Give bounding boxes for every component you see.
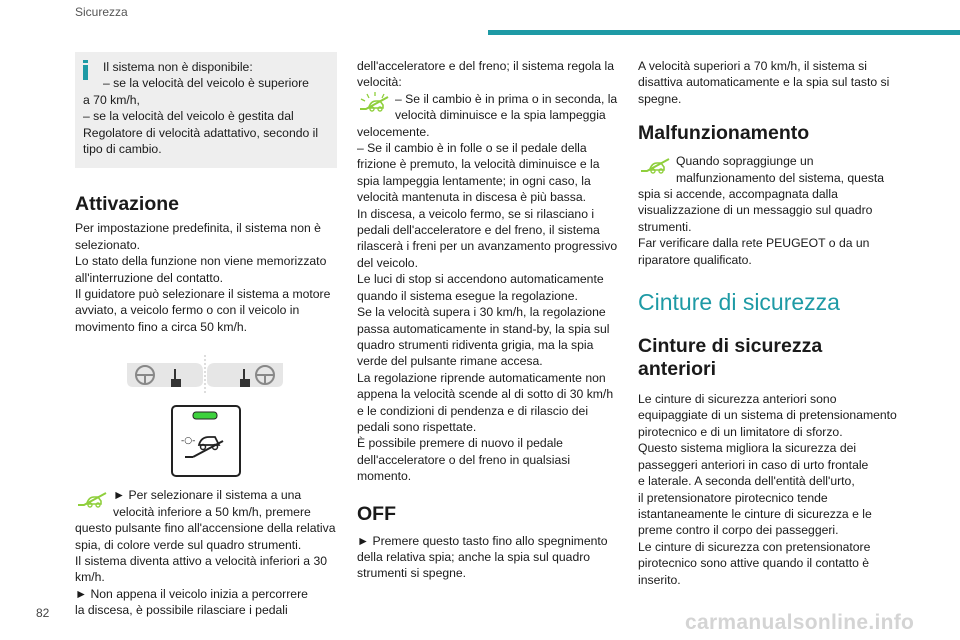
text-line: Il sistema diventa attivo a velocità inferiori a 30 [75,553,327,568]
text-line: appena la velocità scende al di sotto di 30 km/h [357,387,614,402]
text-line: strumenti. [638,219,692,234]
text-line: spegne. [638,91,682,106]
info-icon [83,60,88,80]
text-line: Far verificare dalla rete PEUGEOT o da un [638,236,870,251]
header-accent-bar [488,30,960,35]
cinture-paragraph [638,391,900,588]
tip-block [357,91,621,485]
text-line: La regolazione riprende automaticamente non [357,370,606,385]
text-line: strumenti si spegne. [357,566,467,581]
text-line: velocità: [357,75,402,90]
hill-descent-lamp-icon [75,487,109,513]
text-line: pedali sono rispettate. [357,419,477,434]
text-line: km/h. [75,570,105,585]
heading-malfunzionamento: Malfunzionamento [638,122,810,145]
text-line: spia si accende, accompagnata dalla [638,187,838,202]
text-line: frizione è premuto, la velocità diminuisce e la [357,157,600,172]
text-line: Le cinture di sicurezza con pretensionatore [638,539,871,554]
text-line: malfunzionamento del sistema, questa [676,170,884,185]
info-box [75,52,337,168]
text-line: verde del pulsante rimane accesa. [357,354,543,369]
text-line: all'interruzione del contatto. [75,270,223,285]
info-line: – se la velocità del veicolo è gestita dal [83,109,294,124]
info-line: Regolatore di velocità adattativo, secondo il [83,125,319,140]
text-line: spia, di colore verde sul quadro strumenti. [75,537,302,552]
text-line: il pretensionatore pirotecnico tende [638,490,828,505]
page-number: 82 [36,606,50,620]
text-line: Per impostazione predefinita, il sistema non è [75,221,321,236]
text-line: ► Premere questo tasto fino allo spegnimento [357,533,608,548]
text-line: disattiva automaticamente e la spia sul tasto si [638,75,890,90]
text-line: visualizzazione di un messaggio sul quadro [638,203,873,218]
text-line: riparatore qualificato. [638,252,752,267]
section-title: Cinture di sicurezza [638,289,840,316]
text-line: inserito. [638,572,681,587]
column-2 [357,58,621,582]
text-line: velocità mantenuta in discesa è più bassa. [357,190,586,205]
text-line: Le luci di stop si accendono automaticamente [357,272,604,287]
off-paragraph [357,533,621,582]
attivazione-paragraph [75,220,337,335]
text-line: Questo sistema migliora la sicurezza dei [638,441,857,456]
subheading-line: anteriori [638,358,717,381]
text-line: quando il sistema esegue la regolazione. [357,288,578,303]
heading-attivazione: Attivazione [75,193,180,216]
text-line: avviato, a veicolo fermo o con il veicolo in [75,303,300,318]
text-line: ► Per selezionare il sistema a una [113,488,302,503]
subheading-line: Cinture di sicurezza [638,335,823,358]
hill-descent-lamp-icon [638,153,672,179]
text-line: momento. [357,469,412,484]
info-line: a 70 km/h, [83,92,140,107]
warn-block [638,153,900,268]
svg-text:-○-: -○- [181,436,196,447]
info-line: – se la velocità del veicolo è superiore [103,76,309,91]
text-line: la discesa, è possibile rilasciare i pedali [75,603,288,618]
text-line: – Se il cambio è in prima o in seconda, la [395,91,618,106]
info-line: Il sistema non è disponibile: [103,60,253,74]
text-line: velocità inferiore a 50 km/h, premere [113,504,311,519]
text-line: pedali dell'acceleratore e del freno, il sistema [357,223,600,238]
text-line: e laterale. A seconda dell'entità dell'urto, [638,474,855,489]
hill-descent-lamp-flashing-icon [357,91,391,117]
text-line: Le cinture di sicurezza anteriori sono [638,392,837,407]
text-line: rilascerà i freni per un avanzamento progressivo [357,239,618,254]
column-3 [638,58,900,588]
instrument-cluster-illustration [75,355,337,395]
text-line: selezionato. [75,237,141,252]
column-1 [75,52,337,619]
text-line: quadro strumenti ridiventa grigia, ma la spia [357,337,594,352]
text-line: velocemente. [357,124,430,139]
text-line: e le condizioni di pendenza e di rilascio dei [357,403,589,418]
text-line: A velocità superiori a 70 km/h, il sistema si [638,59,867,73]
subheading-cinture-anteriori [638,335,900,381]
heading-off: OFF [357,502,396,525]
header-section: Sicurezza [75,5,128,19]
hill-descent-button-icon [171,405,241,477]
text-line: del veicolo. [357,255,418,270]
info-line: tipo di cambio. [83,142,162,157]
tip-block [75,487,337,618]
text-line: È possibile premere di nuovo il pedale [357,436,563,451]
text-line: Lo stato della funzione non viene memorizzato [75,254,327,269]
text-line: movimento fino a circa 50 km/h. [75,319,248,334]
text-line: pirotecnico sono attive quando il contatto è [638,556,870,571]
text-line: ► Non appena il veicolo inizia a percorrere [75,586,308,601]
text-line: dell'acceleratore e del freno; il sistema regola la [357,59,615,73]
text-line: dell'acceleratore o del freno in qualsiasi [357,452,571,467]
text-line: – Se il cambio è in folle o se il pedale della [357,141,587,156]
text-line: passeggeri anteriori in caso di urto frontale [638,457,869,472]
text-line: preme contro il corpo dei passeggeri. [638,523,839,538]
text-line: della relativa spia; anche la spia sul quadro [357,549,591,564]
text-line: Quando sopraggiunge un [676,154,814,169]
text-line: velocità diminuisce e la spia lampeggia [395,108,606,123]
text-line: In discesa, a veicolo fermo, se si rilasciano i [357,206,595,221]
text-line: spia lampeggia lentamente; in ogni caso, la [357,173,591,188]
text-line: passa automaticamente in stand-by, la spia sul [357,321,610,336]
text-line: equipaggiate di un sistema di pretensionamento [638,408,897,423]
text-line: pirotecnico e di un limitatore di sforzo. [638,424,843,439]
cluster-panels [75,355,337,395]
text-line: questo pulsante fino all'accensione della relativa [75,521,336,536]
text-line: Il guidatore può selezionare il sistema a motore [75,287,331,302]
text-line: istantaneamente le cinture di sicurezza e le [638,506,872,521]
watermark: carmanualsonline.info [685,611,915,634]
text-line: Se la velocità supera i 30 km/h, la regolazione [357,305,606,320]
